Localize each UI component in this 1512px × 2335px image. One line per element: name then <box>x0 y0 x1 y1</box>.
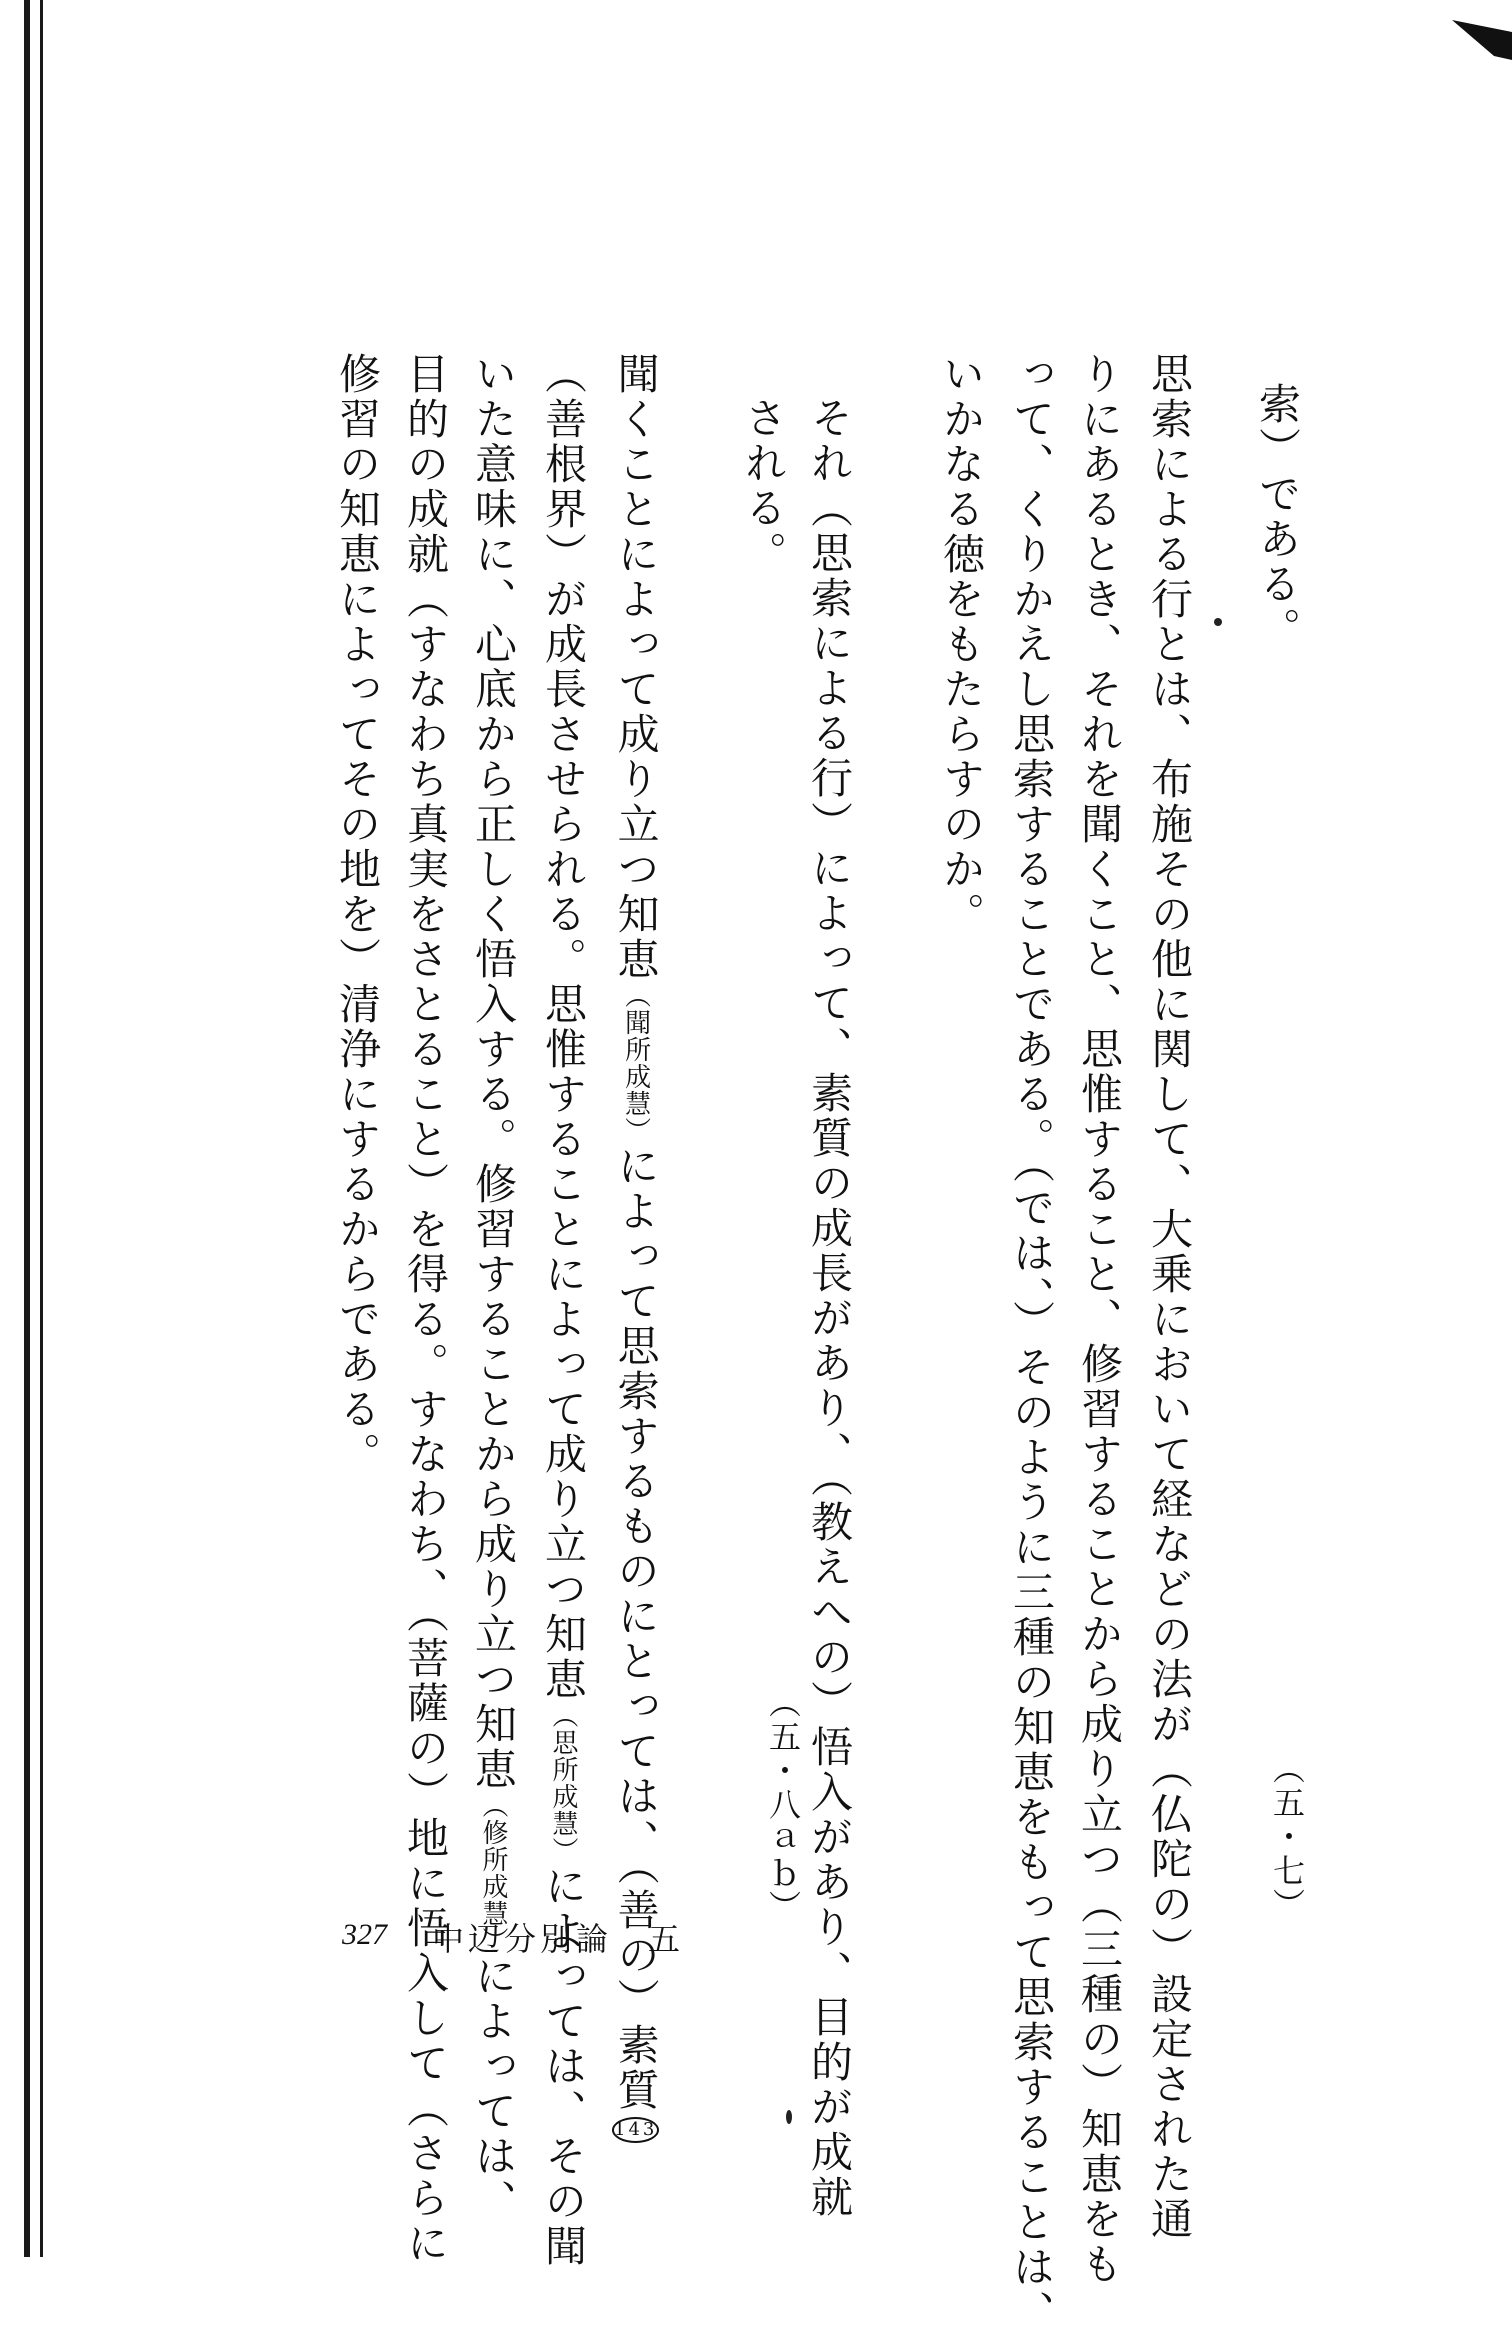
text-column-12: 修習の知恵によってその地を）清浄にするからである。 <box>333 352 382 1477</box>
text-segment: によっては、その聞 <box>539 1864 588 2269</box>
text-column-2: 思索による行とは、布施その他に関して、大乗において経などの法が（仏陀の）設定された通 <box>1145 352 1194 2242</box>
text-segment-gloss: （聞所成慧） <box>620 982 651 1144</box>
binding-line-thin <box>40 0 43 2257</box>
text-segment: （善根界）が成長させられる。思惟することによって成り立つ知恵 <box>539 352 588 1702</box>
text-segment: によっては、 <box>469 1954 518 2224</box>
text-column-8 <box>612 352 659 2147</box>
verse-ref-5-8ab: （五・八ａｂ） <box>764 1686 802 1924</box>
scan-corner-mark <box>1452 20 1512 60</box>
scan-speck <box>786 2110 792 2124</box>
text-segment: いた意味に、心底から正しく悟入する。修習することから成り立つ知恵 <box>469 352 518 1792</box>
text-column-5: いかなる徳をもたらすのか。 <box>937 352 986 937</box>
text-column-7: される。 <box>739 396 788 576</box>
scan-speck <box>1214 618 1222 626</box>
text-column-4: って、くりかえし思索することである。（では、）そのように三種の知恵をもって思索することは、 <box>1007 352 1056 2335</box>
text-segment-gloss: （思所成慧） <box>548 1702 578 1864</box>
binding-line <box>24 0 30 2257</box>
text-column-6: それ（思索による行）によって、素質の成長があり、（教えへの）悟入があり、目的が成就 <box>805 396 854 2220</box>
text-column-3: りにあるとき、それを聞くこと、思惟すること、修習することから成り立つ（三種の）知恵をも <box>1075 352 1124 2287</box>
page-number: 327 <box>342 1918 387 1951</box>
text-segment: によって思索するものにとっては、（善の）素質 <box>611 1144 661 2113</box>
text-column-9 <box>539 352 588 2269</box>
running-head: 中辺分別論 五 <box>432 1920 685 1958</box>
text-column-11: 目的の成就（すなわち真実をさとること）を得る。すなわち、（菩薩の）地に悟入して（さらに <box>401 352 450 2266</box>
footnote-marker: 143 <box>612 2117 659 2143</box>
text-segment-gloss: （修所成慧） <box>478 1792 508 1954</box>
verse-ref-5-7: （五・七） <box>1268 1752 1306 1922</box>
text-column-1: 索）である。 <box>1253 382 1302 652</box>
text-segment: 聞くことによって成り立つ知恵 <box>611 352 661 982</box>
